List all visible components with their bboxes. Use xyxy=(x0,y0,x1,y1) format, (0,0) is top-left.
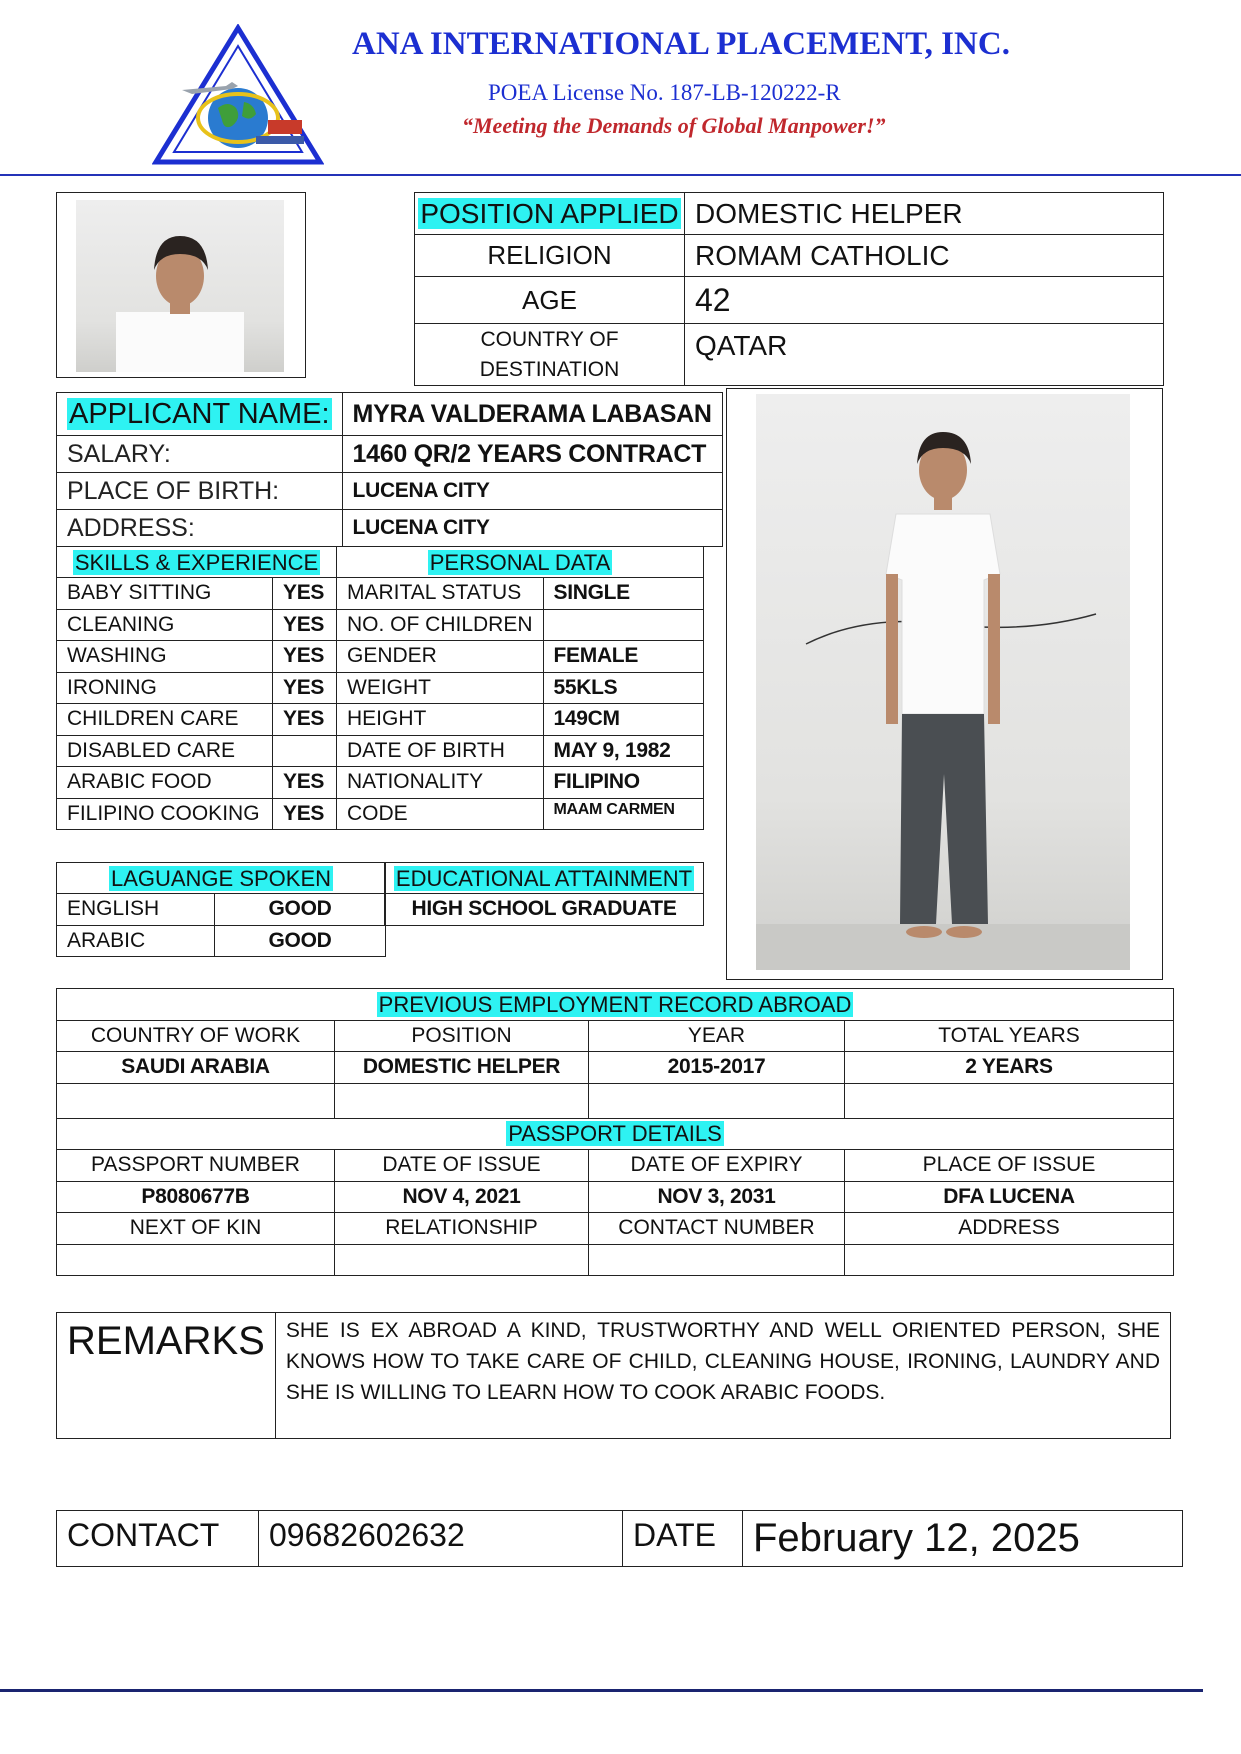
employment-header: PREVIOUS EMPLOYMENT RECORD ABROAD xyxy=(378,991,852,1017)
passport-number: P8080677B xyxy=(57,1181,335,1213)
skill-name: DISABLED CARE xyxy=(57,735,273,767)
remarks-text: SHE IS EX ABROAD A KIND, TRUSTWORTHY AND WELL ORIENTED PERSON, SHE KNOWS HOW TO TAKE CARE OF CHILD, CLEANING HOUSE, IRONING, LAUNDRY AND SHE IS WILLING TO LEARN HOW TO COOK ARABIC FOODS. xyxy=(275,1313,1170,1439)
skill-yes: YES xyxy=(273,672,337,704)
skills-header: SKILLS & EXPERIENCE xyxy=(74,549,319,575)
passport-header: PASSPORT DETAILS xyxy=(508,1121,722,1147)
position-applied-value: DOMESTIC HELPER xyxy=(685,193,1164,235)
salary-value: 1460 QR/2 YEARS CONTRACT xyxy=(342,436,722,473)
salary-label: SALARY: xyxy=(57,436,343,473)
personal-field: NATIONALITY xyxy=(337,767,544,799)
skill-yes: YES xyxy=(273,767,337,799)
applicant-name-label: APPLICANT NAME: xyxy=(69,397,330,430)
skills-personal-table xyxy=(56,546,704,830)
kin-col-contact: CONTACT NUMBER xyxy=(589,1213,845,1245)
kin-col-name: NEXT OF KIN xyxy=(57,1213,335,1245)
employment-year: 2015-2017 xyxy=(589,1052,845,1084)
table-row xyxy=(57,1052,1174,1084)
employment-position: DOMESTIC HELPER xyxy=(335,1052,589,1084)
destination-label: COUNTRY OF DESTINATION xyxy=(415,324,685,386)
personal-field: CODE xyxy=(337,798,544,830)
personal-value: MAAM CARMEN xyxy=(543,798,703,830)
education-value: HIGH SCHOOL GRADUATE xyxy=(385,894,704,926)
table-row xyxy=(57,894,386,926)
footer-rule xyxy=(0,1689,1203,1692)
employment-country: SAUDI ARABIA xyxy=(57,1052,335,1084)
personal-field: GENDER xyxy=(337,641,544,673)
skill-yes: YES xyxy=(273,798,337,830)
kin-col-relationship: RELATIONSHIP xyxy=(335,1213,589,1245)
skill-name: WASHING xyxy=(57,641,273,673)
personal-value xyxy=(543,609,703,641)
skill-yes: YES xyxy=(273,578,337,610)
passport-col-number: PASSPORT NUMBER xyxy=(57,1150,335,1182)
table-row xyxy=(57,672,704,704)
personal-field: MARITAL STATUS xyxy=(337,578,544,610)
skill-name: ARABIC FOOD xyxy=(57,767,273,799)
skill-yes: YES xyxy=(273,609,337,641)
applicant-headshot xyxy=(76,200,284,372)
date-label: DATE xyxy=(623,1511,743,1567)
passport-col-issue: DATE OF ISSUE xyxy=(335,1150,589,1182)
company-motto: “Meeting the Demands of Global Manpower!” xyxy=(462,113,886,138)
skill-name: CHILDREN CARE xyxy=(57,704,273,736)
table-row xyxy=(57,1083,1174,1118)
personal-value: MAY 9, 1982 xyxy=(543,735,703,767)
skill-name: IRONING xyxy=(57,672,273,704)
employment-col-position: POSITION xyxy=(335,1020,589,1052)
passport-expiry-date: NOV 3, 2031 xyxy=(589,1181,845,1213)
table-row xyxy=(57,735,704,767)
place-of-birth-value: LUCENA CITY xyxy=(342,473,722,510)
position-info-table xyxy=(414,192,1164,386)
employment-total: 2 YEARS xyxy=(845,1052,1174,1084)
contact-date-table xyxy=(56,1510,1183,1567)
personal-value: SINGLE xyxy=(543,578,703,610)
applicant-full-body-photo xyxy=(756,394,1130,970)
table-row xyxy=(57,798,704,830)
position-applied-label: POSITION APPLIED xyxy=(420,197,679,229)
personal-field: WEIGHT xyxy=(337,672,544,704)
table-row xyxy=(57,767,704,799)
personal-value: 149CM xyxy=(543,704,703,736)
skill-yes xyxy=(273,735,337,767)
employment-col-year: YEAR xyxy=(589,1020,845,1052)
skill-name: FILIPINO COOKING xyxy=(57,798,273,830)
header-rule xyxy=(0,174,1241,176)
education-table xyxy=(384,862,704,926)
employment-col-total: TOTAL YEARS xyxy=(845,1020,1174,1052)
table-row xyxy=(57,1244,1174,1276)
skill-name: CLEANING xyxy=(57,609,273,641)
passport-col-expiry: DATE OF EXPIRY xyxy=(589,1150,845,1182)
table-row xyxy=(57,704,704,736)
education-header: EDUCATIONAL ATTAINMENT xyxy=(395,865,693,891)
language-header: LAGUANGE SPOKEN xyxy=(110,865,332,891)
contact-value: 09682602632 xyxy=(259,1511,623,1567)
employment-col-country: COUNTRY OF WORK xyxy=(57,1020,335,1052)
remarks-label: REMARKS xyxy=(57,1313,276,1439)
language-level: GOOD xyxy=(215,925,386,957)
language-level: GOOD xyxy=(215,894,386,926)
language-name: ARABIC xyxy=(57,925,215,957)
passport-issue-date: NOV 4, 2021 xyxy=(335,1181,589,1213)
skill-yes: YES xyxy=(273,641,337,673)
table-row xyxy=(57,641,704,673)
address-label: ADDRESS: xyxy=(57,510,343,547)
applicant-name-value: MYRA VALDERAMA LABASAN xyxy=(342,393,722,436)
table-row xyxy=(57,609,704,641)
age-value: 42 xyxy=(685,277,1164,324)
language-name: ENGLISH xyxy=(57,894,215,926)
personal-field: NO. OF CHILDREN xyxy=(337,609,544,641)
employment-passport-table xyxy=(56,988,1174,1276)
language-table xyxy=(56,862,386,957)
place-of-birth-label: PLACE OF BIRTH: xyxy=(57,473,343,510)
license-number: POEA License No. 187-LB-120222-R xyxy=(488,80,841,105)
company-name: ANA INTERNATIONAL PLACEMENT, INC. xyxy=(352,26,1010,62)
table-row xyxy=(57,925,386,957)
personal-header: PERSONAL DATA xyxy=(429,549,611,575)
age-label: AGE xyxy=(415,277,685,324)
table-row xyxy=(57,578,704,610)
passport-col-place: PLACE OF ISSUE xyxy=(845,1150,1174,1182)
skill-name: BABY SITTING xyxy=(57,578,273,610)
skill-yes: YES xyxy=(273,704,337,736)
date-value: February 12, 2025 xyxy=(743,1511,1183,1567)
address-value: LUCENA CITY xyxy=(342,510,722,547)
religion-value: ROMAM CATHOLIC xyxy=(685,235,1164,277)
company-logo xyxy=(152,24,324,166)
remarks-table xyxy=(56,1312,1171,1439)
personal-field: DATE OF BIRTH xyxy=(337,735,544,767)
destination-value: QATAR xyxy=(685,324,1164,386)
personal-value: FEMALE xyxy=(543,641,703,673)
table-row xyxy=(57,1181,1174,1213)
personal-value: 55KLS xyxy=(543,672,703,704)
contact-label: CONTACT xyxy=(57,1511,259,1567)
applicant-table xyxy=(56,392,723,547)
personal-field: HEIGHT xyxy=(337,704,544,736)
passport-place-of-issue: DFA LUCENA xyxy=(845,1181,1174,1213)
kin-col-address: ADDRESS xyxy=(845,1213,1174,1245)
personal-value: FILIPINO xyxy=(543,767,703,799)
religion-label: RELIGION xyxy=(415,235,685,277)
